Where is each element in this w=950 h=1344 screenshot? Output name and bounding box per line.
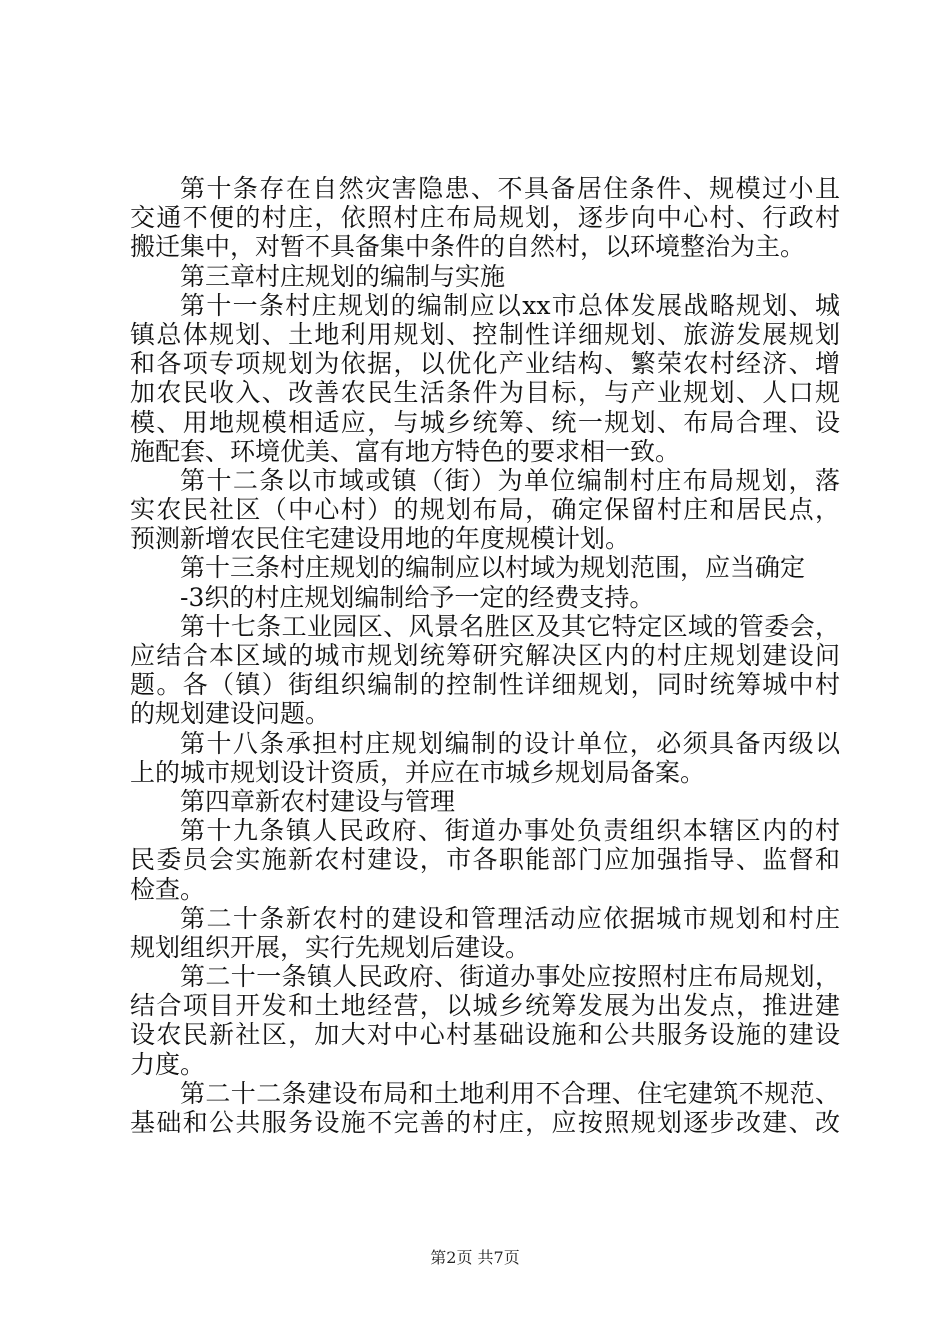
text-line: 第四章新农村建设与管理: [180, 786, 456, 816]
text-line: 第二十条新农村的建设和管理活动应依据城市规划和村庄: [180, 903, 840, 933]
text-line: 镇总体规划、土地利用规划、控制性详细规划、旅游发展规划: [130, 319, 840, 349]
text-line: 力度。: [130, 1049, 206, 1079]
text-line: 交通不便的村庄，依照村庄布局规划，逐步向中心村、行政村: [130, 203, 840, 233]
text-line: 第十二条以市域或镇（街）为单位编制村庄布局规划，落: [180, 465, 840, 495]
text-line: 应结合本区域的城市规划统筹研究解决区内的村庄规划建设问: [130, 641, 840, 670]
text-line: 的规划建设问题。: [130, 699, 331, 729]
text-line: 第十一条村庄规划的编制应以xx市总体发展战略规划、城: [180, 290, 840, 320]
text-line: 第十七条工业园区、风景名胜区及其它特定区域的管委会，: [180, 611, 840, 641]
text-line: 第三章村庄规划的编制与实施: [180, 261, 506, 291]
text-line: 基础和公共服务设施不完善的村庄，应按照规划逐步改建、改: [130, 1108, 840, 1137]
text-line: 规划组织开展，实行先规划后建设。: [130, 932, 531, 962]
text-line: 设农民新社区，加大对中心村基础设施和公共服务设施的建设: [130, 1020, 840, 1050]
text-line: 上的城市规划设计资质，并应在市城乡规划局备案。: [130, 757, 706, 787]
text-line: -3织的村庄规划编制给予一定的经费支持。: [180, 582, 655, 612]
text-line: 第十条存在自然灾害隐患、不具备居住条件、规模过小且: [180, 174, 840, 203]
text-line: 第十八条承担村庄规划编制的设计单位，必须具备丙级以: [180, 728, 840, 758]
page-footer: 第2页 共7页: [430, 1248, 520, 1267]
text-line: 第十九条镇人民政府、街道办事处负责组织本辖区内的村: [180, 816, 840, 846]
text-line: 模、用地规模相适应，与城乡统筹、统一规划、布局合理、设: [130, 407, 840, 437]
text-line: 施配套、环境优美、富有地方特色的要求相一致。: [130, 436, 681, 466]
document-body: [130, 174, 840, 1137]
text-line: 和各项专项规划为依据，以优化产业结构、繁荣农村经济、增: [130, 349, 840, 379]
text-line: 搬迁集中，对暂不具备集中条件的自然村，以环境整治为主。: [130, 232, 806, 262]
text-line: 加农民收入、改善农民生活条件为目标，与产业规划、人口规: [130, 378, 840, 408]
text-line: 预测新增农民住宅建设用地的年度规模计划。: [130, 524, 631, 554]
text-line: 第十三条村庄规划的编制应以村域为规划范围，应当确定: [180, 553, 806, 583]
text-line: 检查。: [130, 874, 206, 904]
text-line: 第二十一条镇人民政府、街道办事处应按照村庄布局规划，: [180, 962, 840, 992]
text-line: 结合项目开发和土地经营，以城乡统筹发展为出发点，推进建: [130, 991, 840, 1021]
text-line: 民委员会实施新农村建设，市各职能部门应加强指导、监督和: [130, 845, 840, 875]
text-line: 第二十二条建设布局和土地利用不合理、住宅建筑不规范、: [180, 1078, 840, 1108]
text-line: 题。各（镇）街组织编制的控制性详细规划，同时统筹城中村: [130, 670, 840, 700]
text-line: 实农民社区（中心村）的规划布局，确定保留村庄和居民点，: [130, 495, 840, 525]
